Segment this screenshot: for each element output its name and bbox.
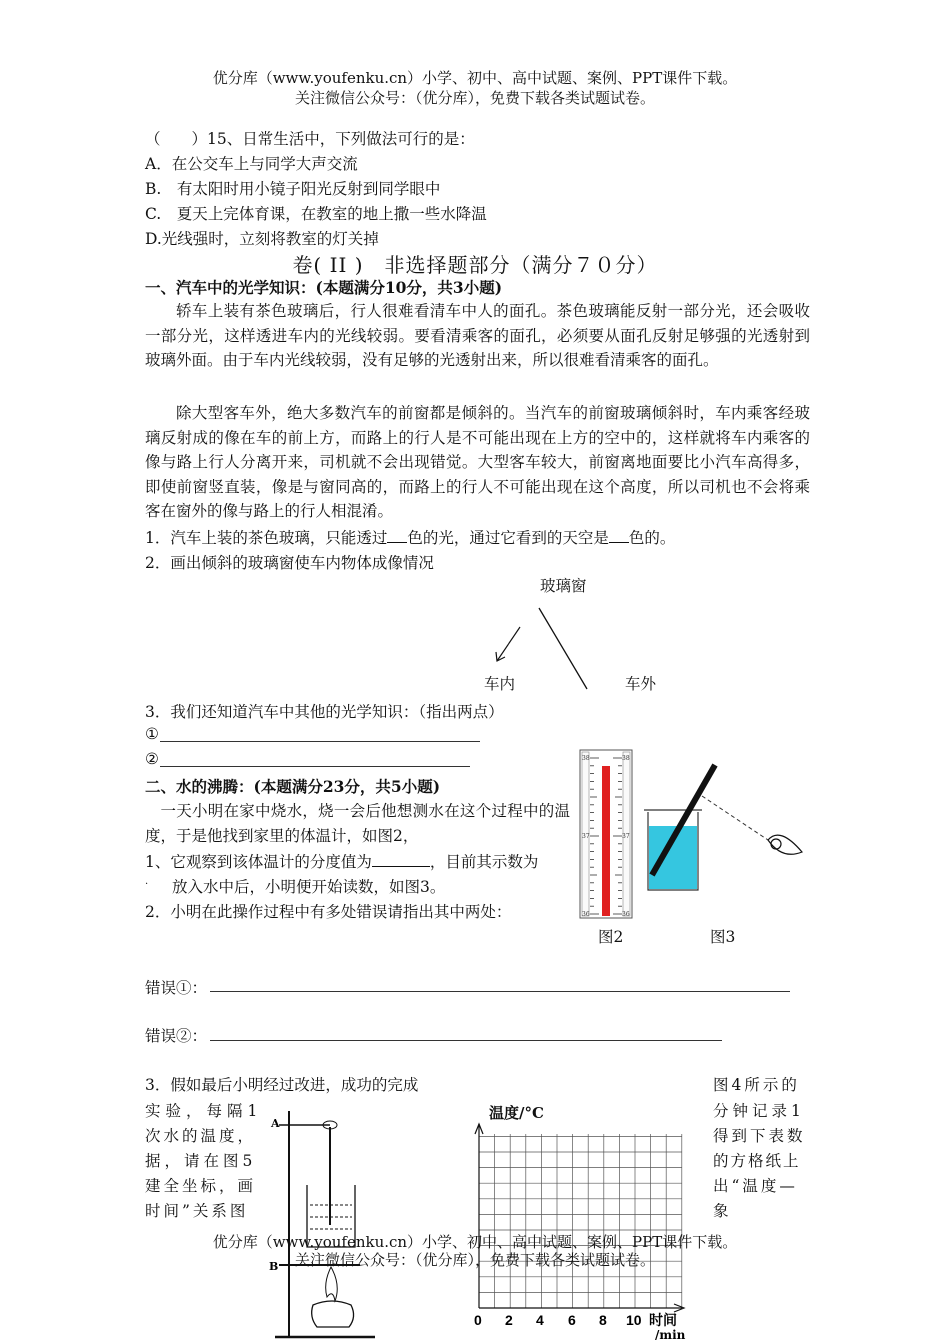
q15-option-b: B. 有太阳时用小镜子阳光反射到同学眼中	[145, 180, 441, 198]
q1-text-b: 色的光，通过它看到的天空是	[407, 529, 609, 547]
answer-mark-2: ②	[145, 750, 159, 768]
q15-option-c: C. 夏天上完体育课，在教室的地上撒一些水降温	[145, 205, 487, 223]
answer-mark-1: ①	[145, 725, 159, 743]
s2q1-blank[interactable]	[372, 852, 430, 867]
tick-label-38-right: 38	[622, 755, 630, 762]
error-line-2[interactable]	[210, 1040, 722, 1041]
part2-title: 卷( II ) 非选择题部分（满分７０分）	[292, 253, 658, 277]
x-tick-8: 8	[599, 1312, 607, 1328]
glass-window-line	[539, 608, 587, 689]
q1-text-a: 1．汽车上装的茶色玻璃，只能透过	[145, 529, 388, 547]
section2-intro: 一天小明在家中烧水，烧一会后他想测水在这个过程中的温度，于是他找到家里的体温计，如图2，	[145, 802, 570, 845]
tick-label-37-left: 37	[582, 833, 590, 840]
q3-right-5: 象	[713, 1202, 729, 1220]
section2-q1	[145, 850, 538, 872]
q3-right-4: 出“温度—	[713, 1177, 798, 1195]
x-tick-10: 10	[626, 1312, 642, 1328]
q3-left-3: 据，请在图5	[145, 1152, 257, 1170]
tick-label-37-right: 37	[622, 833, 630, 840]
footer-line-1: 优分库（www.youfenku.cn）小学、初中、高中试题、案例、PPT课件下载。	[212, 1233, 738, 1251]
graph-x-unit: /min	[655, 1328, 686, 1342]
s2q1-text-a: 1、它观察到该体温计的分度值为	[145, 853, 372, 871]
q1-text-c: 色的。	[628, 529, 676, 547]
x-tick-4: 4	[536, 1312, 544, 1328]
inside-car-label: 车内	[484, 675, 516, 693]
section2-q1-cont: 放入水中后，小明便开始读数，如图3。	[172, 878, 446, 896]
q15-option-d: D.光线强时，立刻将教室的灯关掉	[145, 230, 379, 248]
figure3-caption: 图3	[710, 928, 736, 946]
figure2-caption: 图2	[598, 928, 624, 946]
sight-line	[702, 796, 768, 840]
section1-para2: 除大型客车外，绝大多数汽车的前窗都是倾斜的。当汽车的前窗玻璃倾斜时，车内乘客经玻璃反射成的像在车的前上方，而路上的行人是不可能出现在上方的空中的，这样就将车内乘客的像与路上行人分离开来，司机就不会出现错觉。大型客车较大，前窗离地面要比小汽车高得多，即使前窗竖直装，像是与窗同高的，而路上的行人不可能出现在这个高度，所以司机也不会将乘客在窗外的像与路上的行人相混淆。	[145, 404, 810, 520]
section2-q2: 2．小明在此操作过程中有多处错误请指出其中两处：	[145, 903, 512, 921]
eye-icon	[768, 835, 802, 854]
section2-title: 二、水的沸腾：(本题满分23分，共5小题)	[145, 777, 441, 796]
burner-flame	[326, 1267, 338, 1301]
tick-label-36-left: 36	[582, 911, 590, 918]
tick-label-36-right: 36	[622, 911, 630, 918]
q3-left-2: 次水的温度，	[145, 1127, 257, 1145]
heating-apparatus-figure	[265, 1105, 380, 1340]
answer-line-2[interactable]	[160, 766, 470, 767]
q1-blank-2[interactable]	[609, 528, 629, 543]
q3-left-1: 实验，每隔1	[145, 1102, 263, 1120]
q15-option-a: A．在公交车上与同学大声交流	[145, 155, 358, 173]
footer-line-2: 关注微信公众号：（优分库），免费下载各类试题试卷。	[294, 1251, 655, 1269]
q3-right-2: 得到下表数	[713, 1127, 806, 1145]
q3-left-0: 3．假如最后小明经过改进，成功的完成	[145, 1076, 419, 1094]
s2q1-dot: .	[145, 876, 149, 887]
x-tick-6: 6	[568, 1312, 576, 1328]
error-label-2: 错误②：	[145, 1027, 208, 1045]
error-line-1[interactable]	[210, 991, 790, 992]
tick-label-38-left: 38	[582, 755, 590, 762]
q3-right-3: 的方格纸上	[713, 1152, 801, 1170]
outside-car-label: 车外	[625, 675, 657, 693]
object-arrow	[497, 627, 520, 661]
section1-title: 一、汽车中的光学知识：(本题满分10分，共3小题)	[145, 278, 503, 297]
header-line-1: 优分库（www.youfenku.cn）小学、初中、高中试题、案例、PPT课件下载。	[212, 69, 738, 87]
s2q1-text-b: ，目前其示数为	[429, 853, 539, 871]
q3-left-4: 建全坐标，画	[145, 1177, 257, 1195]
header-line-2: 关注微信公众号：（优分库），免费下载各类试题试卷。	[294, 89, 655, 107]
graph-x-label: 时间	[649, 1313, 677, 1329]
section1-q2: 2．画出倾斜的玻璃窗使车内物体成像情况	[145, 554, 434, 572]
section1-q3: 3．我们还知道汽车中其他的光学知识：（指出两点）	[145, 703, 504, 721]
graph-paper[interactable]	[470, 1120, 700, 1340]
error-label-1: 错误①：	[145, 979, 208, 997]
graph-y-label: 温度/°C	[489, 1104, 544, 1122]
beaker-figure	[640, 760, 810, 900]
x-tick-0: 0	[474, 1312, 482, 1328]
q15-stem: （ ）15、日常生活中，下列做法可行的是：	[145, 130, 475, 148]
q3-left-5: 时间”关系图	[145, 1202, 249, 1220]
section1-q1	[145, 526, 675, 548]
answer-line-1[interactable]	[160, 741, 480, 742]
q1-blank-1[interactable]	[387, 528, 407, 543]
apparatus-label-a: A	[271, 1117, 280, 1130]
q3-right-0: 图4所示的	[713, 1076, 800, 1094]
glass-window-label: 玻璃窗	[540, 577, 587, 595]
apparatus-label-b: B	[269, 1260, 279, 1273]
alcohol-burner	[312, 1301, 354, 1327]
x-tick-2: 2	[505, 1312, 513, 1328]
section1-para1: 轿车上装有茶色玻璃后，行人很难看清车中人的面孔。茶色玻璃能反射一部分光，还会吸收一部分光，这样透进车内的光线较弱。要看清乘客的面孔，必须要从面孔反射足够强的光透射到玻璃外面。由于车内光线较弱，没有足够的光透射出来，所以很难看清乘客的面孔。	[145, 302, 810, 369]
q3-right-1: 分钟记录1	[713, 1102, 805, 1120]
thermometer-figure	[578, 748, 634, 920]
mercury-column	[602, 766, 610, 916]
